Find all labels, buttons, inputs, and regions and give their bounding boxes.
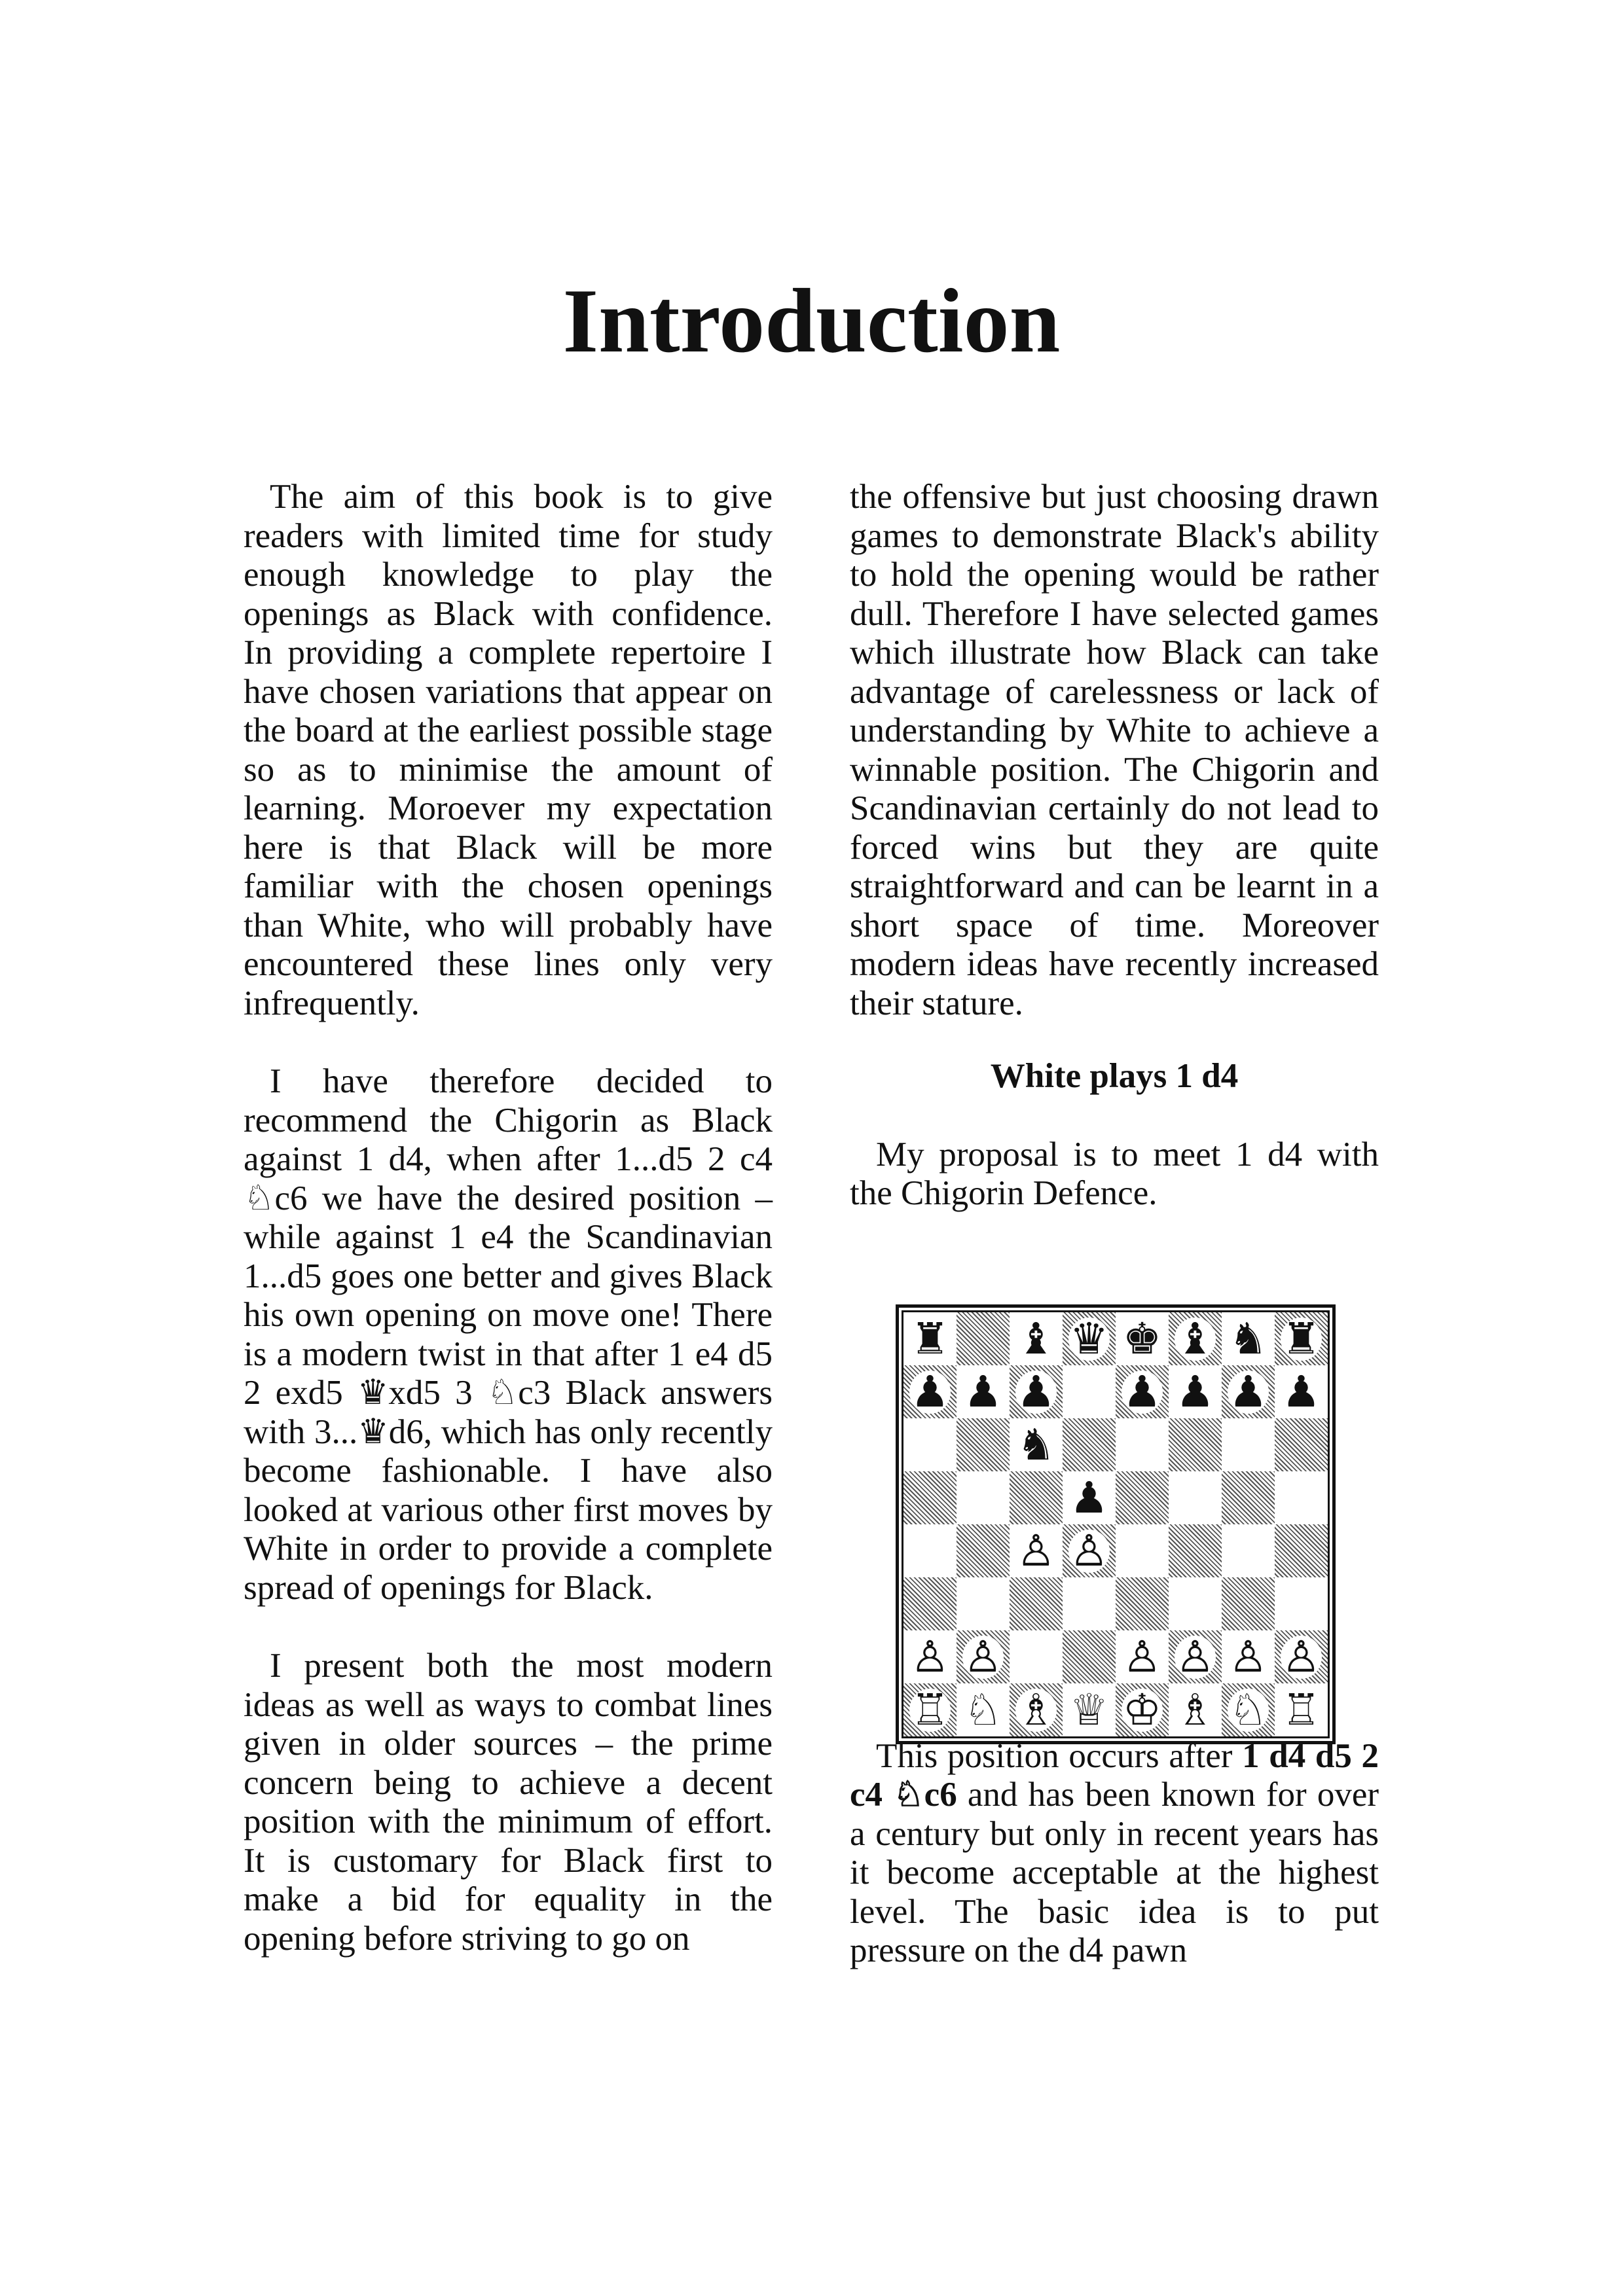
board-square	[1063, 1418, 1116, 1471]
board-square	[1169, 1577, 1222, 1630]
chess-piece-icon: ♖	[910, 1684, 950, 1735]
paragraph: I present both the most modern ideas as well as ways to combat lines given in older sources – the prime concern being to achieve a decent position with the minimum of effort. It is customary for Black first to make a bid for equality in the opening before striving to go on	[244, 1647, 773, 1958]
board-square	[1275, 1524, 1328, 1577]
right-column	[850, 478, 1379, 1971]
chess-piece-icon: ♙	[1016, 1525, 1056, 1576]
board-square	[903, 1365, 957, 1418]
board-square	[1116, 1524, 1169, 1577]
board-square	[1275, 1630, 1328, 1683]
board-square	[1169, 1418, 1222, 1471]
paragraph: the offensive but just choosing drawn games to demonstrate Black's ability to hold the opening would be rather dull. Therefore I have selected games which illustrate how Black can take advantage of carelessness or lack of understanding by White to achieve a winnable position. The Chigorin and Scandinavian certainly do not lead to forced wins but they are quite straightforward and can be learnt in a short space of time. Moreover modern ideas have recently increased their stature.	[850, 478, 1379, 1022]
board-square	[1222, 1312, 1275, 1365]
board-square	[1063, 1630, 1116, 1683]
text-run: This position occurs after	[876, 1736, 1243, 1775]
board-square	[1222, 1577, 1275, 1630]
chess-piece-icon: ♜	[1281, 1313, 1321, 1364]
board-square	[903, 1524, 957, 1577]
board-square	[903, 1471, 957, 1524]
board-square	[903, 1312, 957, 1365]
board-square	[1275, 1471, 1328, 1524]
board-square	[903, 1683, 957, 1736]
board-square	[903, 1418, 957, 1471]
board-square	[957, 1365, 1010, 1418]
board-square	[1275, 1418, 1328, 1471]
chess-piece-icon: ♙	[910, 1631, 950, 1682]
board-square	[1116, 1365, 1169, 1418]
chess-piece-icon: ♝	[1016, 1313, 1056, 1364]
board-square	[957, 1312, 1010, 1365]
chess-board-grid	[902, 1310, 1330, 1738]
board-square	[1063, 1471, 1116, 1524]
board-square	[1222, 1365, 1275, 1418]
chess-diagram	[896, 1304, 1336, 1744]
chess-piece-icon: ♙	[1228, 1631, 1268, 1682]
chess-piece-icon: ♛	[1069, 1313, 1109, 1364]
left-column	[244, 478, 773, 1958]
chess-piece-icon: ♔	[1122, 1684, 1162, 1735]
chess-piece-icon: ♘	[963, 1684, 1003, 1735]
board-square	[957, 1418, 1010, 1471]
chess-piece-icon: ♟	[1228, 1366, 1268, 1417]
board-square	[1063, 1524, 1116, 1577]
board-square	[1169, 1683, 1222, 1736]
chess-piece-icon: ♟	[910, 1366, 950, 1417]
chess-piece-icon: ♟	[1281, 1366, 1321, 1417]
board-square	[1116, 1418, 1169, 1471]
paragraph	[850, 1737, 1379, 1971]
board-square	[957, 1471, 1010, 1524]
board-square	[1169, 1312, 1222, 1365]
board-square	[1222, 1630, 1275, 1683]
board-square	[1116, 1630, 1169, 1683]
chess-piece-icon: ♞	[1016, 1419, 1056, 1470]
board-square	[903, 1630, 957, 1683]
board-square	[957, 1683, 1010, 1736]
paragraph: I have therefore decided to recommend the Chigorin as Black against 1 d4, when after 1...d5 2 c4 ♘c6 we have the desired position – while against 1 e4 the Scandinavian 1...d5 goes one better and gives Black his own opening on move one! There is a modern twist in that after 1 e4 d5 2 exd5 ♛xd5 3 ♘c3 Black answers with 3...♛d6, which has only recently become fashionable. I have also looked at various other first moves by White in order to provide a complete spread of openings for Black.	[244, 1062, 773, 1607]
board-square	[1116, 1577, 1169, 1630]
chess-piece-icon: ♙	[1122, 1631, 1162, 1682]
board-square	[1222, 1471, 1275, 1524]
chess-piece-icon: ♚	[1122, 1313, 1162, 1364]
chess-piece-icon: ♗	[1175, 1684, 1215, 1735]
board-square	[1169, 1365, 1222, 1418]
board-square	[1116, 1683, 1169, 1736]
board-square	[1275, 1577, 1328, 1630]
chess-piece-icon: ♙	[1069, 1525, 1109, 1576]
board-square	[1063, 1683, 1116, 1736]
board-square	[1010, 1365, 1063, 1418]
board-square	[1010, 1471, 1063, 1524]
board-square	[1116, 1471, 1169, 1524]
board-square	[903, 1577, 957, 1630]
board-square	[1116, 1312, 1169, 1365]
board-square	[1222, 1418, 1275, 1471]
board-square	[1010, 1577, 1063, 1630]
chess-piece-icon: ♟	[1069, 1472, 1109, 1523]
board-square	[957, 1630, 1010, 1683]
chess-piece-icon: ♙	[1175, 1631, 1215, 1682]
board-square	[1010, 1524, 1063, 1577]
board-square	[1010, 1418, 1063, 1471]
paragraph: My proposal is to meet 1 d4 with the Chigorin Defence.	[850, 1135, 1379, 1212]
chess-piece-icon: ♟	[1016, 1366, 1056, 1417]
board-square	[1222, 1683, 1275, 1736]
chess-piece-icon: ♗	[1016, 1684, 1056, 1735]
board-square	[1222, 1524, 1275, 1577]
chess-piece-icon: ♟	[963, 1366, 1003, 1417]
board-square	[1063, 1365, 1116, 1418]
move-sequence: 1 d4 d5 2 c4 ♘c6	[850, 1736, 1379, 1814]
board-square	[1275, 1312, 1328, 1365]
chess-piece-icon: ♙	[1281, 1631, 1321, 1682]
chess-piece-icon: ♜	[910, 1313, 950, 1364]
section-heading: White plays 1 d4	[990, 1057, 1239, 1095]
board-square	[1063, 1312, 1116, 1365]
board-square	[1169, 1471, 1222, 1524]
board-square	[1169, 1630, 1222, 1683]
chess-piece-icon: ♕	[1069, 1684, 1109, 1735]
chess-piece-icon: ♝	[1175, 1313, 1215, 1364]
chess-piece-icon: ♟	[1122, 1366, 1162, 1417]
board-square	[1010, 1630, 1063, 1683]
board-square	[1063, 1577, 1116, 1630]
board-square	[1010, 1312, 1063, 1365]
board-square	[1010, 1683, 1063, 1736]
chess-piece-icon: ♞	[1228, 1313, 1268, 1364]
board-square	[957, 1524, 1010, 1577]
board-square	[1275, 1683, 1328, 1736]
paragraph: The aim of this book is to give readers with limited time for study enough knowledge to play the openings as Black with confidence. In providing a complete repertoire I have chosen variations that appear on the board at the earliest possible stage so as to minimise the amount of learning. Moroever my expectation here is that Black will be more familiar with the chosen openings than White, who will probably have encountered these lines only very infrequently.	[244, 478, 773, 1022]
chess-piece-icon: ♟	[1175, 1366, 1215, 1417]
chess-piece-icon: ♙	[963, 1631, 1003, 1682]
board-square	[1275, 1365, 1328, 1418]
text-run: and has been known for over a century but only in recent years has it become acceptable at the highest level. The basic idea is to put pressure on the d4 pawn	[850, 1776, 1379, 1969]
chess-piece-icon: ♖	[1281, 1684, 1321, 1735]
page-title: Introduction	[562, 270, 1061, 372]
board-square	[1169, 1524, 1222, 1577]
chess-piece-icon: ♘	[1228, 1684, 1268, 1735]
board-square	[957, 1577, 1010, 1630]
